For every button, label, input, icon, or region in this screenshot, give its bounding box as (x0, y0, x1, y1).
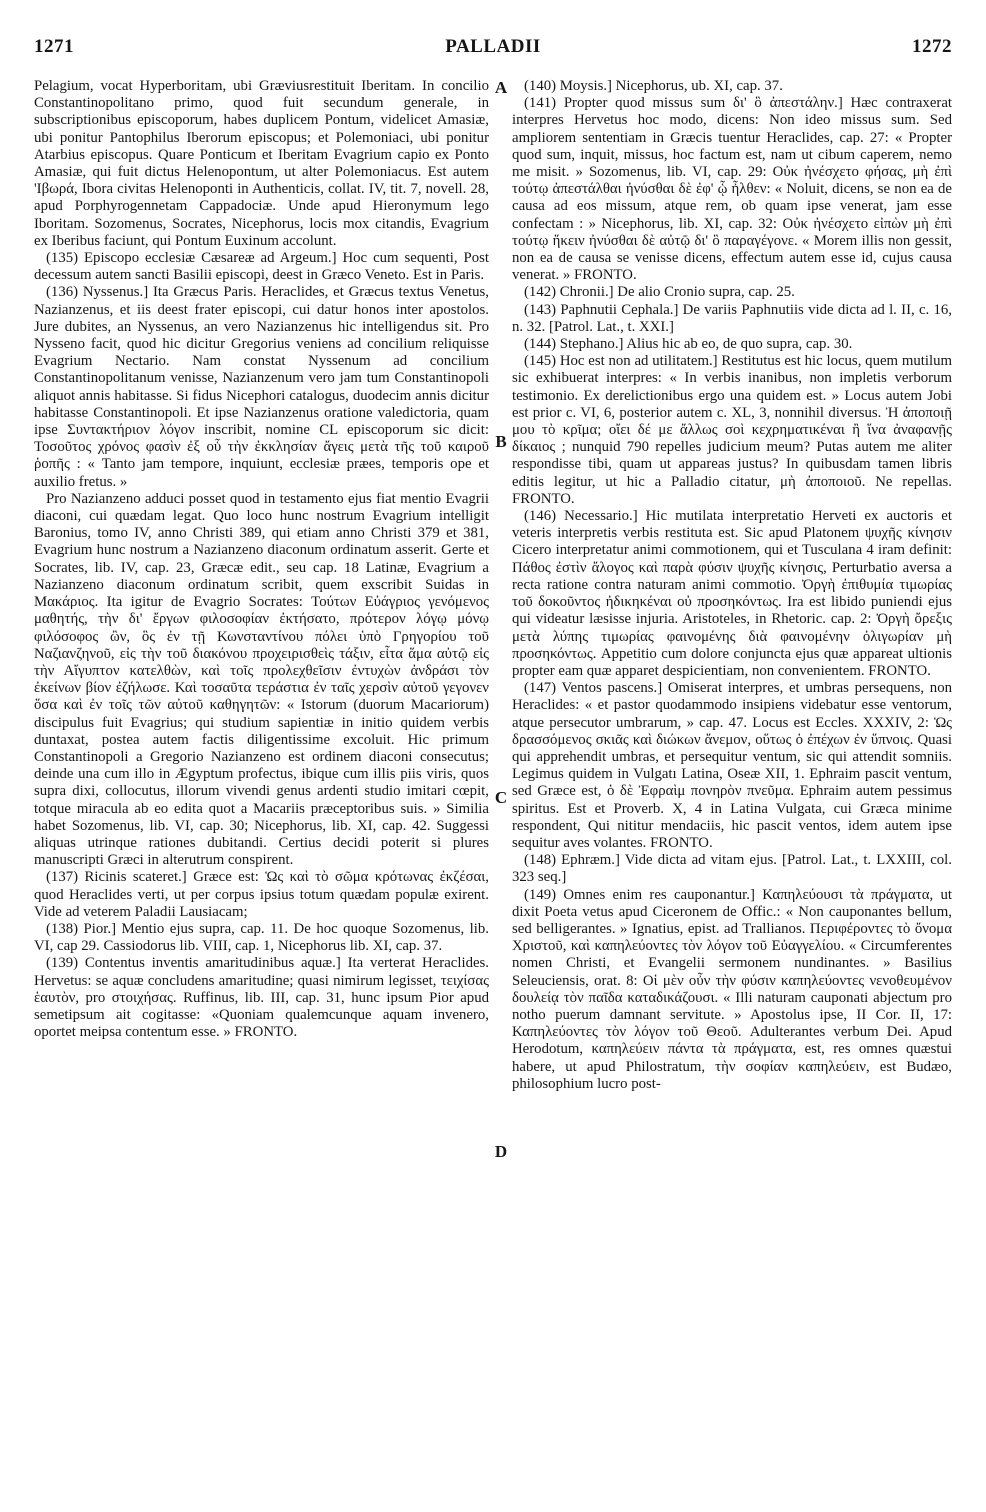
note-144: (144) Stephano.] Alius hic ab eo, de quo supra, cap. 30. (524, 336, 853, 353)
note-137: (137) Ricinis scateret.] Græce est: Ὡς καὶ τὸ σῶμα κρότωνας ἐκζέσαι, quod Heraclides verti, ut per corpus ipsius totum quædam populæ exirent. Vide ad veterem Paladii Lausiacam; (34, 869, 489, 920)
note-146: (146) Necessario.] Hic mutilata interpretatio Herveti ex auctoris et veteris interpretis verbis restituta est. Sic apud Platonem ψυχῆς κίνησιν Cicero interpretatur animi commotionem, qui et Tusculana 4 iram definit: Πάθος ἐστὶν ἄλογος καὶ παρὰ φύσιν ψυχῆς κίνησις, Perturbatio aversa a recta ratione contra naturam animi commotio. Ὀργὴ ἐπιθυμία τιμωρίας τοῦ δοκοῦντος ἠδικηκέναι οὐ προσηκόντως. Ira est libido puniendi ejus qui videatur læsisse injuria. Aristoteles, in Rhetoric. cap. 2: Ὀργὴ ὄρεξις μετὰ λύπης τιμωρίας φαινομένης διὰ φαινομένην ὀλιγωρίαν μὴ προσηκόντως. Appetitio cum dolore conjuncta ejus quæ appareat ultionis propter eam quæ apparet despicientiam, non convenientem. FRONTO. (512, 508, 952, 679)
note-139: (139) Contentus inventis amaritudinibus aquæ.] Ita verterat Heraclides. Hervetus: se aquæ concludens amaritudine; quasi nimirum legisset, τειχίσας ἑαυτὸν, pro στοιχήσας. Ruffinus, lib. III, cap. 31, hunc ipsum Pior apud semetipsum ait cogitasse: «Quoniam qualemcunque aquam invenero, oportet meipsa contentum esse. » FRONTO. (34, 955, 489, 1041)
running-title: PALLADII (445, 36, 541, 57)
section-marker-a: A (494, 78, 508, 97)
note-142: (142) Chronii.] De alio Cronio supra, cap. 25. (524, 284, 795, 301)
note-paragraph: Pelagium, vocat Hyperboritam, ubi Græviusrestituit Iberitam. In concilio Constantinopolitano primo, quod fuit secundum generale, in subscriptionibus episcoporum, habes duplicem Pontum, videlicet Amasiæ, ubi ponitur Pantophilus Iberorum episcopus; et Polemoniaci, ubi ponitur Atarbius episcopus. Quare Ponticum et Iberitam Evagrium capio ex Ponto Amasiæ, qui fuit dictus Helenopontum, ut alter Polemoniacus. Est autem 'Ιβωρά, Ibora civitas Helenoponti in Authenticis, collat. IV, tit. 7, novell. 28, apud Porphyrogennetam Cappadociæ. Unde apud Hieronymum lego Iboritam. Sozomenus, Socrates, Nicephorus, locis mox citandis, Evagrium ex Iberibus faciunt, qui Pontum Euxinum accolunt. (34, 78, 489, 249)
section-marker-d: D (494, 1142, 508, 1161)
note-135: (135) Episcopo ecclesiæ Cæsareæ ad Argeum.] Hoc cum sequenti, Post decessum autem sancti Basilii episcopi, deest in Græco Veneto. Est in Paris. (34, 250, 489, 284)
note-136: (136) Nyssenus.] Ita Græcus Paris. Heraclides, et Græcus textus Venetus, Nazianzenus, et iis deest frater episcopi, cui datur honos inter apostolos. Jure dubites, an Nyssenus, an vero Nazianzenus hic intelligendus sit. Pro Nysseno facit, quod hic dicitur Gregorius veniens ad concilium reliquisse Evagrium Nectario. Nam constat Nyssenum ad concilium Constantinopolitanum venisse, Nazianzenum vero jam tum Constantinopoli aliquot annis habitasse. Si fidus Nicephori catalogus, duodecim annis dicitur habitasse Constantinopoli. Et ipse Nazianzenus oratione valedictoria, quam ipse Συντακτήριον λόγον inscribit, nomine CL episcoporum sic dicit: Τοσοῦτος χρόνος φασὶν ἐξ οὗ τὴν ἐκκλησίαν ἄγεις μετὰ τῆς τοῦ καιροῦ ῥοπῆς : « Tanto jam tempore, inquiunt, ecclesiæ præes, temporis ope et auxilio fretus. » (34, 284, 489, 490)
note-148: (148) Ephræm.] Vide dicta ad vitam ejus. [Patrol. Lat., t. LXXIII, col. 323 seq.] (512, 852, 952, 886)
left-column (34, 78, 489, 1041)
section-marker-c: C (494, 788, 508, 807)
note-140: (140) Moysis.] Nicephorus, ub. XI, cap. 37. (524, 78, 783, 94)
note-138: (138) Pior.] Mentio ejus supra, cap. 11. De hoc quoque Sozomenus, lib. VI, cap 29. Cassiodorus lib. VIII, cap. 1, Nicephorus lib. XI, cap. 37. (34, 920, 489, 955)
note-136-continued: Pro Nazianzeno adduci posset quod in testamento ejus fiat mentio Evagrii diaconi, cui quædam legat. Quo loco hunc nostrum Evagrium intelligit Baronius, tomo IV, anno Christi 389, qui etiam anno Christi 379 et 381, Evagrium hunc nostrum a Nazianzeno diaconum ordinatum asserit. Gerte et Socrates, lib. IV, cap. 23, Græcæ edit., seu cap. 18 Latinæ, Evagrium a Nazianzeno diaconum ordinatum scribit, quem exscribit Suidas in Μακάριος. Ita igitur de Evagrio Socrates: Τούτων Εὐάγριος γενόμενος μαθητής, τὴν δι' ἔργων φιλοσοφίαν ἐκτήσατο, πρότερον λόγῳ μόνῳ φιλόσοφος ὢν, ὃς ἐν τῇ Κωνσταντίνου πόλει ὑπὸ Γρηγορίου τοῦ Ναζιανζηνοῦ, εἰς τὴν τοῦ διακόνου προχειρισθεὶς τάξιν, εἶτα ἅμα αὐτῷ εἰς τὴν Αἴγυπτον κατελθὼν, καὶ τοῖς προλεχθεῖσιν ἐντυχὼν ἀνδράσι τὸν ἐκείνων βίον ἐζήλωσε. Καὶ τοσαῦτα τεράστια ἐν ταῖς χερσὶν αὐτοῦ γεγονεν ὅσα καὶ ἐν τοῖς τῶν αὐτοῦ καθηγητῶν: « Istorum (duorum Macariorum) discipulus fuit Evagrius; qui studium sapientiæ in initio quidem verbis duntaxat, postea autem factis diligentissime excoluit. Hic primum Constantinopoli a Gregorio Nazianzeno est ordinem diaconi consecutus; deinde una cum illo in Ægyptum profectus, ibique cum illis piis viris, quos supra dixi, collocutus, illorum vivendi genus ardenti studio imitari cœpit, totque miracula ab eo edita quot a Macariis præceptoribus suis. » Similia habet Sozomenus, lib. VI, cap. 30; Nicephorus, lib. XI, cap. 42. Suggessi aliquas utrinque rationes dubitandi. Certius decidi poterit si plures manuscripti Græci in alterutrum conspirent. (34, 490, 489, 869)
note-149: (149) Omnes enim res cauponantur.] Καπηλεύουσι τὰ πράγματα, ut dixit Poeta vetus apud Ciceronem de Offic.: « Non cauponantes bellum, sed belligerantes. » Ignatius, epist. ad Trallianos. Περιφέροντες τὸ ὄνομα Χριστοῦ, καὶ καπηλεύοντες τὸν λόγον τοῦ Εὐαγγελίου. « Circumferentes nomen Christi, et Evangelii sermonem nundinantes. » Basilius Seleuciensis, orat. 8: Οἱ μὲν οὖν τὴν φύσιν καπηλεύοντες νενοθευμένον δουλείᾳ τὸν παῖδα καταδικάζουσι. « Illi naturam cauponati abjectum pro notho puerum damnant servitute. » Apostolus ipse, II Cor. II, 17: Καπηλεύοντες τὸν λόγον τοῦ Θεοῦ. Adulterantes verbum Dei. Apud Herodotum, καπηλεύειν πάντα τὰ πράγματα, est, res omnes quæstui habere, ut apud Philostratum, τὴν σοφίαν καπηλεύειν, est Budæo, philosophium lucro post- (512, 886, 952, 1092)
running-header (34, 36, 952, 62)
section-marker-b: B (495, 432, 507, 451)
note-147: (147) Ventos pascens.] Omiserat interpres, et umbras persequens, non Heraclides: « et pastor quodammodo insipiens videbatur esse ventorum, atque persecutor umbrarum, » cap. 47. Locus est Eccles. XXXIV, 2: Ὡς δρασσόμενος σκιᾶς καὶ διώκων ἄνεμον, οὕτως ὁ ἐπέχων ἐν ὕπνοις. Quasi qui apprehendit umbras, et persequitur ventum, sic qui attendit somniis. Legimus quidem in Vulgatı Latina, Oseæ XII, 1. Ephraim pascit ventum, sed Græce est, ὁ δὲ Ἐφραὶμ πονηρὸν πνεῦμα. Ephraim autem pessimus spiritus. Est et Proverb. X, 4 in Latina Vulgata, cui Græca minime respondent, Qui nititur mendaciis, hic pascit ventos, idem autem ipse sequitur aves volantes. FRONTO. (512, 680, 952, 851)
right-page-number: 1272 (912, 36, 952, 57)
right-column (512, 78, 952, 1093)
left-page-number: 1271 (34, 36, 74, 57)
note-145: (145) Hoc est non ad utilitatem.] Restitutus est hic locus, quem mutilum sic exhibuerat interpres: « In verbis inanibus, non impletis verborum testimonio. Ex derelictionibus ergo una quidem est. » Locus autem Jobi est prior c. VI, 6, posterior autem c. XL, 3, nonnihil diversus. Ἠ ἀποποιῇ μου τὸ κρῖμα; οἴει δέ με ἄλλως σοὶ κεχρηματικέναι ἢ ἵνα ἀναφανῇς δίκαιος ; nunquid 790 repelles judicium meum? Putas autem me aliter respondisse tibi, quam ut appareas justus? In quibusdam tamen libris editis legitur, ut hic a Palladio citatur, μὴ ἀποποιοῦ. Ne repellas. FRONTO. (512, 353, 952, 507)
note-143: (143) Paphnutii Cephala.] De variis Paphnutiis vide dicta ad l. II, c. 16, n. 32. [Patrol. Lat., t. XXI.] (512, 301, 952, 335)
note-141: (141) Propter quod missus sum δι' ὃ ἀπεστάλην.] Hæc contraxerat interpres Hervetus hoc modo, dicens: Non ideo missus sum. Sed ampliorem sententiam in Græcis tuentur Heraclides, cap. 27: « Propter quod sum, inquit, missus, hoc factum est, nam ut cibum caperem, nemo me misit. » Sozomenus, lib. VI, cap. 29: Οὐκ ἠνέσχετο φήσας, μὴ ἐπὶ τούτῳ ἀπεστάλθαι ἠνύσθαι δὲ ἐφ' ᾧ ἦλθεν: « Noluit, dicens, se non ea de causa ad eos missum, atque rem, ob quam ipse venerat, jam esse confectam : » Nicephorus, lib. XI, cap. 32: Οὐκ ἠνέσχετο εἰπὼν μὴ ἐπὶ τούτῳ ἥκειν ἠνύσθαι δὲ αὐτῷ δι' ὃ παραγέγονε. « Morem illis non gessit, non ea de causa se venisse dicens, effectum autem esse id, cujus causa venerat. » FRONTO. (512, 95, 952, 284)
